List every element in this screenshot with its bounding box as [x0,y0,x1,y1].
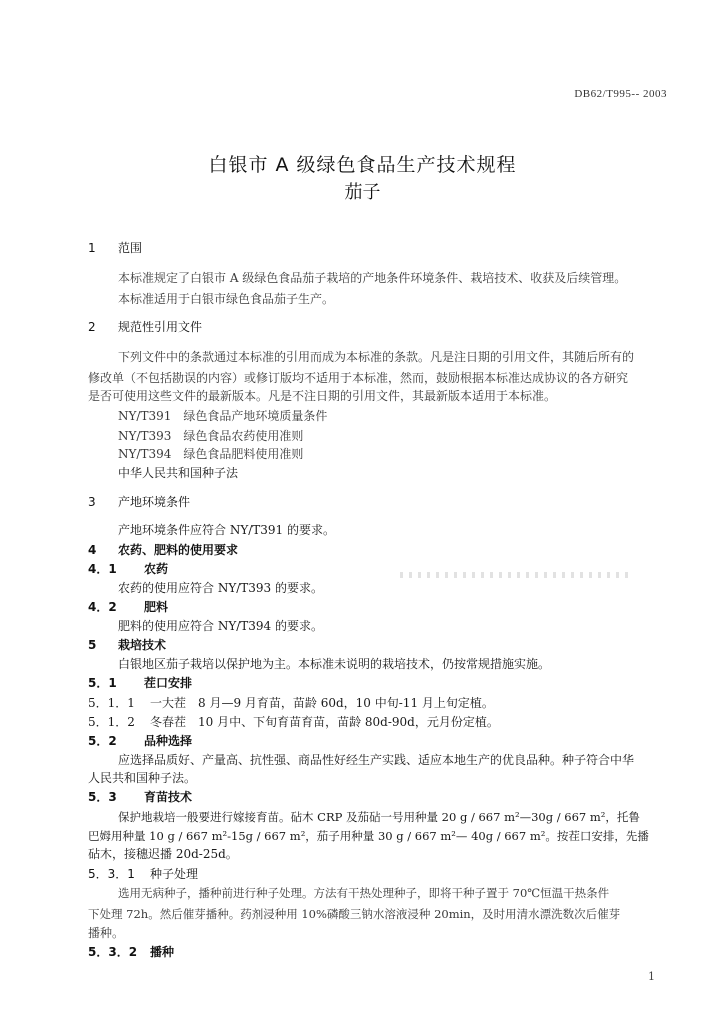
paragraph-line: 人民共和国种子法。 [88,771,197,785]
section-4-2-heading [88,599,667,615]
section-number: 5 [88,638,97,652]
section-5-3-2-heading [88,944,667,960]
paragraph-line: 下列文件中的条款通过本标准的引用而成为本标准的条款。凡是注日期的引用文件，其随后所有的 [118,350,635,364]
section-title: 品种选择 [144,734,193,748]
paragraph-line: 保护地栽培一般要进行嫁接育苗。砧木 CRP 及茄砧一号用种量 20 g / 667 m²—30g / 667 m²，托鲁 [118,810,640,824]
section-title: 规范性引用文件 [118,320,203,334]
section-number: 5．1 [88,676,117,690]
paragraph-line: 修改单（不包括勘误的内容）或修订版均不适用于本标准，然而，鼓励根据本标准达成协议的各方研究 [88,371,629,385]
section-number: 5．3．2 [88,945,138,959]
section-title: 产地环境条件 [118,495,191,509]
reference-item: NY/T393 绿色食品农药使用准则 [118,429,304,443]
reference-item: NY/T394 绿色食品肥料使用准则 [118,447,304,461]
section-title: 农药、肥料的使用要求 [118,543,239,557]
paragraph-line: 是否可使用这些文件的最新版本。凡是不注日期的引用文件，其最新版本适用于本标准。 [88,389,557,403]
paragraph-line: 肥料的使用应符合 NY/T394 的要求。 [118,619,324,633]
section-5-3-1-heading [88,866,667,882]
paragraph-line: 产地环境条件应符合 NY/T391 的要求。 [118,523,336,537]
section-4-heading [88,542,667,558]
section-number: 5．3 [88,790,117,804]
paragraph-line: 农药的使用应符合 NY/T393 的要求。 [118,581,324,595]
document-subtitle: 茄子 [344,182,381,203]
paragraph-line: 下处理 72h。然后催芽播种。药剂浸种用 10%磷酸三钠水溶液浸种 20min，及时用清水漂洗数次后催芽 [88,907,621,921]
section-title: 种子处理 [150,867,199,881]
section-5-heading [88,637,667,653]
section-title: 茬口安排 [144,676,193,690]
paragraph-line: 白银地区茄子栽培以保护地为主。本标准未说明的栽培技术，仍按常规措施实施。 [118,657,551,671]
scan-noise [400,572,630,578]
section-title: 育苗技术 [144,790,193,804]
paragraph-line: 砧木，接穗迟播 20d-25d。 [88,847,238,861]
section-number: 5．1．2 [88,715,135,729]
subsection-5-1-1 [88,695,667,711]
section-title: 肥料 [144,600,169,614]
section-title: 播种 [150,945,175,959]
section-3-heading [88,494,667,510]
page-number: 1 [648,970,655,983]
section-title: 栽培技术 [118,638,167,652]
section-5-3-heading [88,789,667,805]
standard-code: DB62/T995-- 2003 [574,88,667,100]
section-1-heading [88,240,667,256]
paragraph-line: 选用无病种子，播种前进行种子处理。方法有干热处理种子，即将干种子置于 70℃恒温干热条件 [118,886,610,900]
section-title: 农药 [144,562,169,576]
section-number: 5．3．1 [88,867,135,881]
section-number: 2 [88,320,96,334]
section-number: 5．1．1 [88,696,135,710]
reference-item: NY/T391 绿色食品产地环境质量条件 [118,409,328,423]
paragraph-line: 本标准规定了白银市 A 级绿色食品茄子栽培的产地条件环境条件、栽培技术、收获及后续管理。 [118,271,627,285]
section-5-1-heading [88,675,667,691]
document-title: 白银市 A 级绿色食品生产技术规程 [208,154,517,176]
subsection-text: 冬春茬 10 月中、下旬育苗育苗，苗龄 80d-90d，元月份定植。 [150,715,499,729]
section-5-2-heading [88,733,667,749]
section-number: 4．1 [88,562,117,576]
section-2-heading [88,319,667,335]
paragraph-line: 应选择品质好、产量高、抗性强、商品性好经生产实践、适应本地生产的优良品种。种子符合中华 [118,753,635,767]
subsection-text: 一大茬 8 月—9 月育苗，苗龄 60d，10 中旬-11 月上旬定植。 [150,696,494,710]
section-number: 3 [88,495,96,509]
reference-item: 中华人民共和国种子法 [118,466,239,480]
subsection-5-1-2 [88,714,667,730]
section-title: 范围 [118,241,143,255]
paragraph-line: 本标准适用于白银市绿色食品茄子生产。 [118,292,335,306]
paragraph-line: 播种。 [88,926,125,940]
section-number: 4．2 [88,600,117,614]
section-number: 5．2 [88,734,117,748]
section-number: 4 [88,543,97,557]
section-number: 1 [88,241,96,255]
paragraph-line: 巴姆用种量 10 g / 667 m²-15g / 667 m²，茄子用种量 30 g / 667 m²— 40g / 667 m²。按茬口安排，先播 [88,829,649,843]
